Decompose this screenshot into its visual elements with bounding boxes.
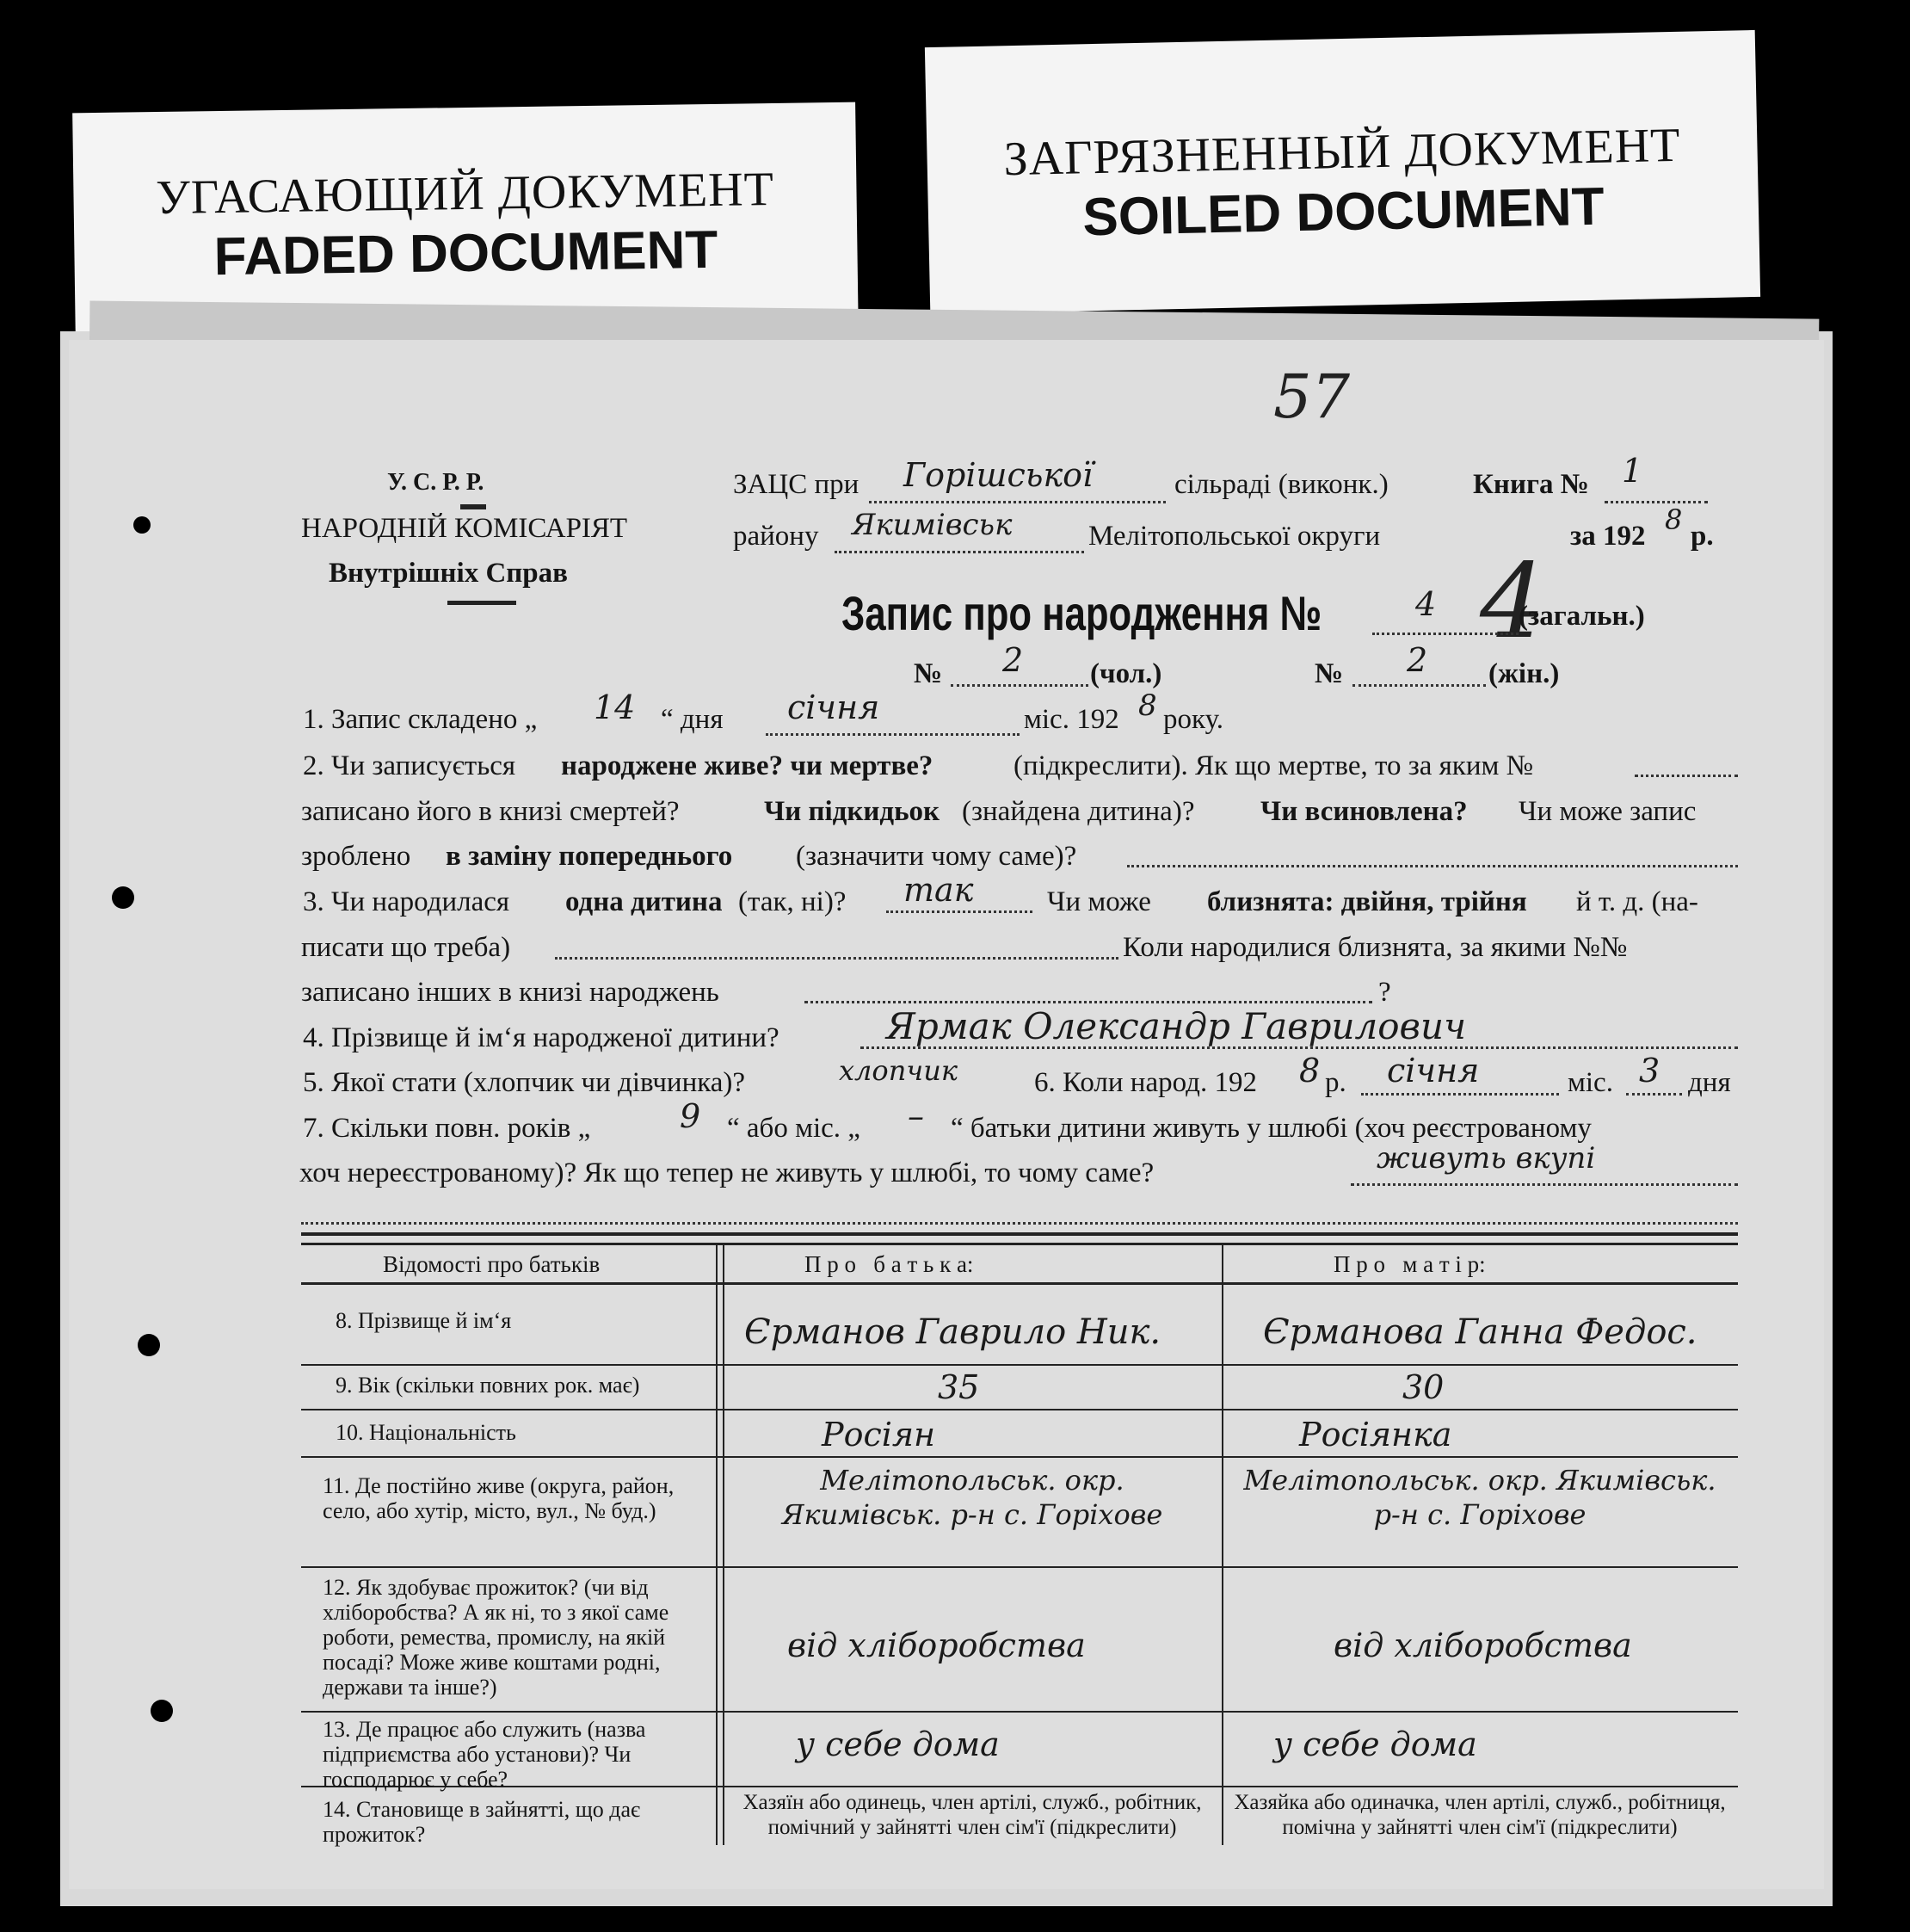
female-number-label: №	[1315, 658, 1344, 689]
item2-line2a: записано його в книзі смертей?	[301, 796, 680, 827]
item2-line3b: в заміну попереднього	[446, 841, 733, 872]
item3-answer-handwritten: так	[903, 871, 974, 909]
row-label: 12. Як здобуває прожиток? (чи від хліборобства? А як ні, то з якої саме роботи, ремества, промислу, на якій посаді? Може живе коштами родні, держави та інше?)	[323, 1575, 669, 1700]
item7-label: 7. Скільки повн. років „	[303, 1113, 591, 1144]
fill-line	[1372, 633, 1519, 635]
table-border	[301, 1456, 1738, 1458]
mother-workplace-handwritten: у себе дома	[1273, 1725, 1477, 1763]
fill-line	[886, 910, 1032, 913]
fill-line	[766, 733, 1020, 736]
mother-age-handwritten: 30	[1402, 1368, 1445, 1406]
row-label: 8. Прізвище й ім‘я	[336, 1308, 512, 1333]
soiled-label-ru: ЗАГРЯЗНЕННЫЙ ДОКУМЕНТ	[1003, 118, 1682, 187]
item3-line2a: писати що треба)	[301, 932, 511, 963]
record-number-handwritten: 4	[1415, 585, 1437, 623]
commissariat-label: НАРОДНІЙ КОМІСАРІЯТ	[301, 513, 628, 544]
item7-months-handwritten: –	[908, 1097, 924, 1135]
mother-livelihood-handwritten: від хліборобства	[1334, 1626, 1632, 1664]
row-label: 14. Становище в зайнятті, що дає прожиток?	[323, 1797, 641, 1847]
year-suffix: р.	[1691, 521, 1714, 552]
divider	[447, 601, 516, 605]
item2-options: народжене живе? чи мертве?	[561, 750, 933, 781]
fill-line	[1626, 1093, 1682, 1096]
item1-month-handwritten: січня	[787, 688, 880, 726]
item5-label: 5. Якої стати (хлопчик чи дівчинка)?	[303, 1067, 746, 1098]
item3-line3a: записано інших в книзі народжень	[301, 977, 719, 1008]
row-label: 11. Де постійно живе (округа, район, село, або хутір, місто, вул., № буд.)	[323, 1473, 675, 1523]
item2-line2d: Чи всиновлена?	[1260, 796, 1468, 827]
item6-month-label: міс.	[1568, 1067, 1613, 1098]
item2-instruction: (підкреслити). Як що мертве, то за яким №	[1014, 750, 1534, 781]
item3-label: 3. Чи народилася	[303, 886, 510, 917]
table-header-mother: П р о м а т і р:	[1334, 1251, 1486, 1277]
table-border	[301, 1232, 1738, 1236]
row-label: 10. Національність	[336, 1420, 516, 1445]
ussr-label: У. С. Р. Р.	[387, 469, 484, 496]
fill-line	[835, 551, 1084, 553]
item3-etc: й т. д. (на-	[1576, 886, 1698, 917]
fill-line	[1127, 865, 1738, 867]
item7-reason-handwritten: живуть вкупі	[1377, 1141, 1596, 1176]
mother-occupation-status: Хазяйка або одиначка, член артілі, служб., робітниця, помічна у зайнятті член сім'ї (підкреслити)	[1234, 1791, 1726, 1839]
item2-line2c: (знайдена дитина)?	[962, 796, 1195, 827]
item6-year-suffix: р.	[1325, 1067, 1346, 1098]
item4-child-name-handwritten: Ярмак Олександр Гаврилович	[886, 1005, 1467, 1047]
item3-line3b: ?	[1378, 977, 1391, 1008]
punch-hole	[138, 1334, 160, 1356]
fill-line	[951, 684, 1088, 687]
item6-month-handwritten: січня	[1387, 1052, 1480, 1089]
record-number-large-handwritten: 4	[1480, 542, 1546, 662]
book-label: Книга №	[1473, 469, 1589, 500]
item2-line2e: Чи може запис	[1519, 796, 1697, 827]
item2-line3a: зроблено	[301, 841, 411, 872]
fill-line	[869, 501, 1166, 503]
year-handwritten: 8	[1665, 503, 1683, 536]
fill-line	[860, 1046, 1738, 1049]
year-label: за 192	[1570, 521, 1646, 552]
item1-label: 1. Запис складено „	[303, 704, 538, 735]
table-border	[301, 1566, 1738, 1568]
father-name-handwritten: Єрманов Гаврило Ник.	[744, 1312, 1161, 1352]
item3-twins: близнята: двійня, трійня	[1207, 886, 1527, 917]
father-livelihood-handwritten: від хліборобства	[787, 1626, 1086, 1664]
father-nationality-handwritten: Росіян	[822, 1416, 936, 1454]
table-border	[716, 1243, 718, 1845]
item6-label: 6. Коли народ. 192	[1034, 1067, 1257, 1098]
table-border	[1222, 1243, 1223, 1845]
item6-day-handwritten: 3	[1639, 1052, 1660, 1089]
mother-residence-handwritten: Мелітопольськ. окр. Якимівськ. р-н с. Горіхове	[1243, 1464, 1716, 1531]
fill-line	[1605, 501, 1708, 503]
page-number: 57	[1273, 361, 1351, 432]
table-border	[301, 1243, 1738, 1245]
item2-label: 2. Чи записується	[303, 750, 516, 781]
internal-affairs-label: Внутрішніх Справ	[329, 558, 568, 589]
row-label: 13. Де працює або служить (назва підприємства або установи)? Чи господарює у себе?	[323, 1717, 646, 1792]
father-occupation-status: Хазяїн або одинець, член артілі, служб., робітник, помічний у зайнятті член сім'ї (підкреслити)	[742, 1791, 1202, 1839]
zags-prefix: ЗАЦС при	[733, 469, 860, 500]
faded-label-en: FADED DOCUMENT	[213, 219, 718, 287]
book-number-handwritten: 1	[1622, 452, 1643, 490]
father-residence-handwritten: Мелітопольськ. окр. Якимівськ. р-н с. Горіхове	[781, 1464, 1163, 1531]
item1-year-suffix: року.	[1163, 704, 1224, 735]
item6-year-handwritten: 8	[1299, 1052, 1321, 1089]
item1-day-suffix: “ дня	[661, 704, 724, 735]
fill-line	[301, 1222, 1738, 1225]
item7-text: “ батьки дитини живуть у шлюбі (хоч реєстрованому	[951, 1113, 1592, 1144]
silrada-label: сільраді (виконк.)	[1174, 469, 1389, 500]
okruha-label: Мелітопольської округи	[1088, 521, 1381, 552]
item7-years-handwritten: 9	[680, 1097, 701, 1135]
zags-village-handwritten: Горішської	[903, 456, 1094, 494]
female-number-handwritten: 2	[1407, 641, 1428, 679]
item2-line2b: Чи підкидьок	[764, 796, 940, 827]
fill-line	[804, 1001, 1372, 1003]
item1-year-label: міс. 192	[1024, 704, 1119, 735]
male-number-handwritten: 2	[1002, 641, 1024, 679]
faded-label-ru: УГАСАЮЩИЙ ДОКУМЕНТ	[155, 162, 775, 225]
item6-day-label: дня	[1688, 1067, 1731, 1098]
punch-hole	[112, 886, 134, 909]
rayon-label: району	[733, 521, 819, 552]
table-border	[301, 1409, 1738, 1410]
item2-line3c: (зазначити чому саме)?	[796, 841, 1077, 872]
row-label: 9. Вік (скільки повних рок. має)	[336, 1373, 640, 1398]
father-workplace-handwritten: у себе дома	[796, 1725, 1000, 1763]
punch-hole	[133, 516, 151, 534]
table-border	[301, 1364, 1738, 1366]
soiled-document-label	[925, 30, 1760, 314]
table-header-father: П р о б а т ь к а:	[804, 1251, 974, 1277]
table-header-col0: Відомості про батьків	[383, 1251, 601, 1277]
fill-line	[1351, 1183, 1738, 1186]
table-border	[301, 1282, 1738, 1285]
father-age-handwritten: 35	[938, 1368, 980, 1406]
punch-hole	[151, 1700, 173, 1722]
mother-name-handwritten: Єрманова Ганна Федос.	[1263, 1312, 1697, 1352]
item7-line2: хоч нереєстрованому)? Як що тепер не живуть у шлюбі, то чому саме?	[299, 1157, 1155, 1188]
female-suffix: (жін.)	[1488, 658, 1560, 689]
fill-line	[1352, 684, 1486, 687]
item3-single: одна дитина	[565, 886, 723, 917]
fill-line	[1361, 1093, 1559, 1096]
fill-line	[1635, 775, 1738, 777]
item5-sex-handwritten: хлопчик	[839, 1054, 958, 1087]
divider	[460, 504, 486, 509]
item3-line2b: Коли народилися близнята, за якими №№	[1123, 932, 1628, 963]
record-title: Запис про народження №	[841, 586, 1322, 640]
soiled-label-en: SOILED DOCUMENT	[1081, 176, 1605, 248]
item3-yesno: (так, ні)?	[738, 886, 847, 917]
male-suffix: (чол.)	[1090, 658, 1162, 689]
item1-day-handwritten: 14	[594, 688, 636, 726]
rayon-handwritten: Якимівськ	[852, 508, 1013, 542]
item4-label: 4. Прізвище й ім‘я народженої дитини?	[303, 1022, 779, 1053]
item7-months-label: “ або міс. „	[727, 1113, 860, 1144]
mother-nationality-handwritten: Росіянка	[1299, 1416, 1452, 1454]
item1-year-handwritten: 8	[1138, 688, 1157, 723]
table-border	[301, 1711, 1738, 1713]
item3-maybe: Чи може	[1047, 886, 1151, 917]
general-label: (загальн.)	[1519, 601, 1645, 632]
fill-line	[555, 957, 1118, 960]
table-border	[723, 1243, 724, 1845]
male-number-label: №	[914, 658, 943, 689]
